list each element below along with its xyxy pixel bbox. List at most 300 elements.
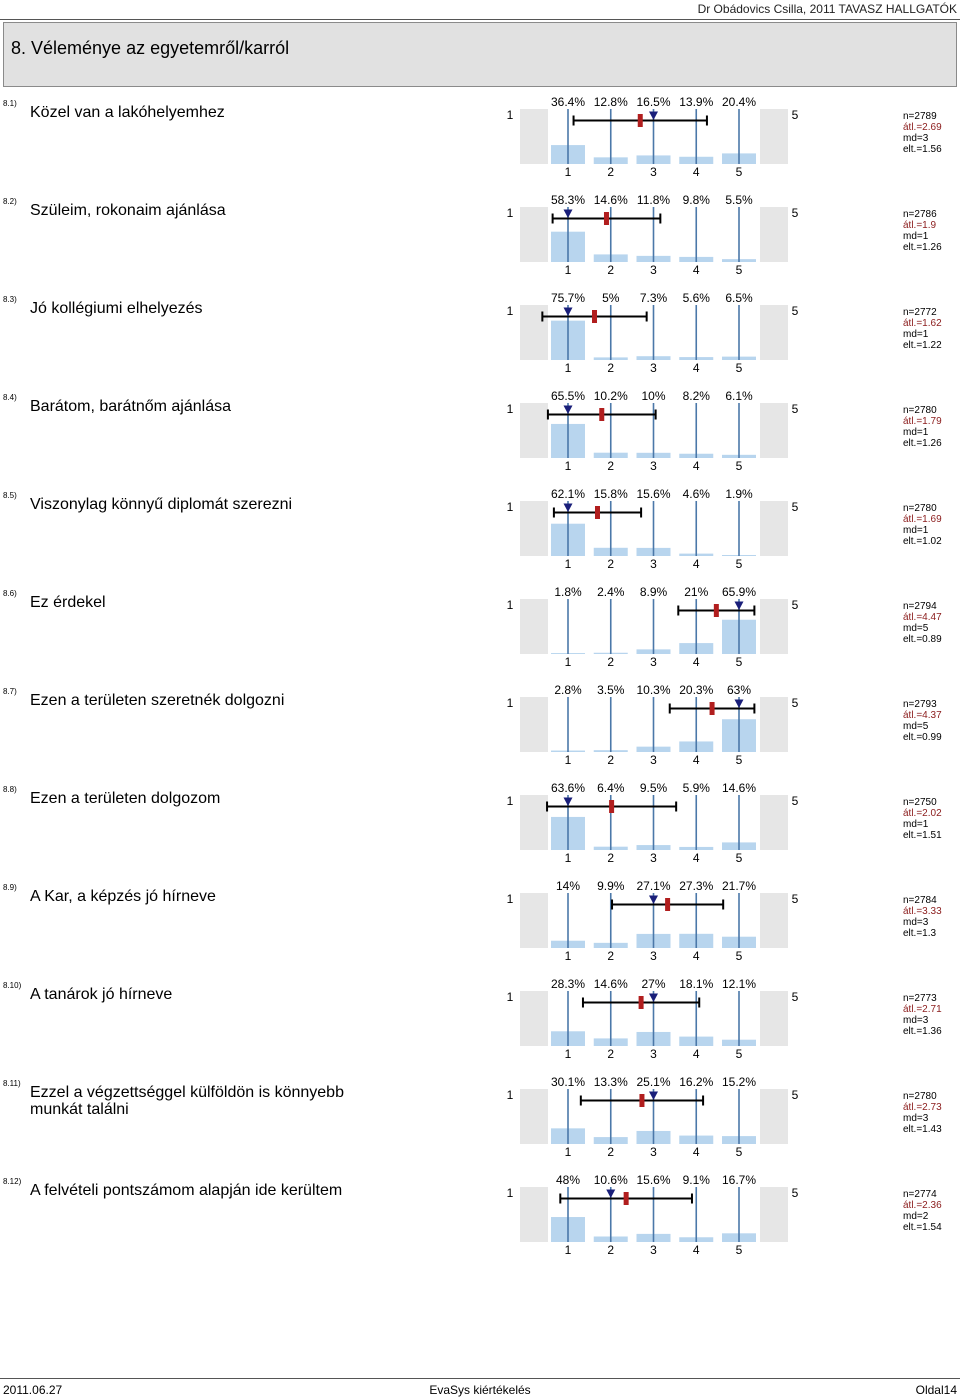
- axis-tick-label: 2: [607, 361, 615, 375]
- question-text: A Kar, a képzés jó hírneve: [30, 888, 216, 905]
- mean-marker: [595, 506, 600, 519]
- scale-min-label: 1: [506, 696, 514, 710]
- scale-max-label: 5: [791, 500, 799, 514]
- scale-min-label: 1: [506, 206, 514, 220]
- percentage-label: 7.3%: [639, 291, 668, 305]
- mean-value: átl.=1.62: [903, 318, 942, 329]
- sample-size: n=2750: [903, 797, 937, 808]
- footer-divider: [0, 1378, 960, 1379]
- report-header: Dr Obádovics Csilla, 2011 TAVASZ HALLGATÓK: [697, 2, 957, 16]
- scale-max-label: 5: [791, 696, 799, 710]
- median-value: md=1: [903, 427, 929, 438]
- mean-value: átl.=4.37: [903, 710, 942, 721]
- percentage-label: 14.6%: [593, 977, 628, 991]
- std-dev-value: elt.=1.26: [903, 438, 942, 449]
- scale-max-label: 5: [791, 304, 799, 318]
- axis-tick-label: 2: [607, 1047, 615, 1061]
- chart-right-strip: [760, 1187, 788, 1242]
- distribution-chart: [520, 1089, 788, 1144]
- axis-tick-label: 1: [564, 1047, 572, 1061]
- question-number: 8.7): [3, 687, 17, 696]
- std-dev-value: elt.=1.02: [903, 536, 942, 547]
- percentage-label: 10.6%: [593, 1173, 628, 1187]
- median-marker: [649, 1092, 658, 1101]
- question-text: Ezzel a végzettséggel külföldön is könnyebb munkát találni: [30, 1084, 344, 1118]
- sample-size: n=2773: [903, 993, 937, 1004]
- std-dev-value: elt.=1.43: [903, 1124, 942, 1135]
- mean-value: átl.=1.9: [903, 220, 937, 231]
- axis-tick-label: 4: [692, 655, 700, 669]
- question-text: A tanárok jó hírneve: [30, 986, 173, 1003]
- chart-left-strip: [520, 1089, 548, 1144]
- percentage-label: 18.1%: [679, 977, 714, 991]
- percentage-label: 16.7%: [721, 1173, 757, 1187]
- percentage-label: 65.5%: [550, 389, 586, 403]
- percentage-label: 15.6%: [636, 1173, 671, 1187]
- median-marker: [735, 700, 744, 709]
- scale-min-label: 1: [506, 304, 514, 318]
- mean-marker: [599, 408, 604, 421]
- axis-tick-label: 3: [650, 1145, 657, 1159]
- mean-marker: [714, 604, 719, 617]
- median-value: md=3: [903, 917, 929, 928]
- median-marker: [564, 210, 573, 219]
- std-dev-value: elt.=0.89: [903, 634, 942, 645]
- percentage-label: 48%: [555, 1173, 581, 1187]
- percentage-label: 62.1%: [550, 487, 586, 501]
- statistics-block: [903, 895, 942, 939]
- median-marker: [564, 798, 573, 807]
- median-marker: [649, 994, 658, 1003]
- chart-right-strip: [760, 501, 788, 556]
- std-dev-value: elt.=1.36: [903, 1026, 942, 1037]
- percentage-label: 25.1%: [636, 1075, 671, 1089]
- question-number: 8.1): [3, 99, 17, 108]
- mean-marker: [638, 114, 643, 127]
- chart-right-strip: [760, 991, 788, 1046]
- axis-tick-label: 3: [650, 459, 657, 473]
- percentage-label: 12.1%: [721, 977, 757, 991]
- axis-tick-label: 3: [650, 851, 657, 865]
- percentage-label: 21.7%: [721, 879, 757, 893]
- axis-tick-label: 5: [735, 851, 743, 865]
- statistics-block: [903, 699, 942, 743]
- axis-tick-label: 2: [607, 851, 615, 865]
- axis-tick-label: 4: [692, 949, 700, 963]
- std-dev-value: elt.=1.56: [903, 144, 942, 155]
- percentage-label: 20.4%: [721, 95, 757, 109]
- axis-tick-label: 5: [735, 1145, 743, 1159]
- statistics-block: [903, 601, 942, 645]
- percentage-label: 10.2%: [593, 389, 628, 403]
- percentage-label: 21%: [684, 585, 709, 599]
- std-dev-value: elt.=1.22: [903, 340, 942, 351]
- question-text: Közel van a lakóhelyemhez: [30, 104, 225, 121]
- statistics-block: [903, 1189, 942, 1233]
- chart-left-strip: [520, 403, 548, 458]
- axis-tick-label: 4: [692, 459, 700, 473]
- question-number: 8.9): [3, 883, 17, 892]
- axis-tick-label: 2: [607, 1145, 615, 1159]
- axis-tick-label: 5: [735, 263, 743, 277]
- question-row: [0, 776, 960, 874]
- question-row: [0, 384, 960, 482]
- std-dev-value: elt.=1.26: [903, 242, 942, 253]
- percentage-label: 65.9%: [721, 585, 757, 599]
- distribution-chart: [520, 109, 788, 164]
- sample-size: n=2793: [903, 699, 937, 710]
- percentage-label: 5%: [602, 291, 620, 305]
- chart-right-strip: [760, 207, 788, 262]
- axis-tick-label: 2: [607, 753, 615, 767]
- axis-tick-label: 3: [650, 949, 657, 963]
- percentage-label: 6.5%: [725, 291, 753, 305]
- question-row: [0, 188, 960, 286]
- percentage-label: 10.3%: [636, 683, 671, 697]
- percentage-label: 12.8%: [593, 95, 628, 109]
- percentage-label: 14.6%: [721, 781, 757, 795]
- axis-tick-label: 1: [564, 1145, 572, 1159]
- sample-size: n=2780: [903, 503, 937, 514]
- percentage-label: 27.1%: [636, 879, 671, 893]
- question-text: A felvételi pontszámom alapján ide kerültem: [30, 1182, 343, 1199]
- percentage-label: 11.8%: [636, 193, 671, 207]
- axis-tick-label: 4: [692, 1047, 700, 1061]
- scale-max-label: 5: [791, 402, 799, 416]
- distribution-chart: [520, 403, 788, 458]
- chart-left-strip: [520, 305, 548, 360]
- sample-size: n=2772: [903, 307, 937, 318]
- median-value: md=1: [903, 329, 929, 340]
- median-value: md=3: [903, 1113, 929, 1124]
- footer-page-number: Oldal14: [915, 1383, 957, 1397]
- percentage-label: 75.7%: [550, 291, 586, 305]
- median-value: md=3: [903, 1015, 929, 1026]
- question-number: 8.6): [3, 589, 17, 598]
- percentage-label: 14%: [555, 879, 581, 893]
- chart-left-strip: [520, 599, 548, 654]
- median-value: md=5: [903, 721, 929, 732]
- mean-value: átl.=2.73: [903, 1102, 942, 1113]
- axis-tick-label: 5: [735, 1243, 743, 1257]
- axis-tick-label: 2: [607, 949, 615, 963]
- mean-marker: [639, 1094, 644, 1107]
- question-number: 8.10): [3, 981, 22, 990]
- scale-max-label: 5: [791, 598, 799, 612]
- axis-tick-label: 1: [564, 459, 572, 473]
- section-title: 8. Véleménye az egyetemről/karról: [11, 38, 290, 58]
- median-value: md=5: [903, 623, 929, 634]
- percentage-label: 1.9%: [725, 487, 753, 501]
- median-value: md=1: [903, 525, 929, 536]
- axis-tick-label: 4: [692, 165, 700, 179]
- percentage-label: 27%: [641, 977, 666, 991]
- percentage-label: 10%: [641, 389, 666, 403]
- axis-tick-label: 3: [650, 263, 657, 277]
- percentage-label: 16.2%: [679, 1075, 714, 1089]
- footer-date: 2011.06.27: [3, 1383, 63, 1397]
- question-text: Ez érdekel: [30, 594, 106, 611]
- mean-marker: [665, 898, 670, 911]
- chart-right-strip: [760, 305, 788, 360]
- axis-tick-label: 3: [650, 1243, 657, 1257]
- axis-tick-label: 3: [650, 165, 657, 179]
- chart-left-strip: [520, 991, 548, 1046]
- chart-right-strip: [760, 1089, 788, 1144]
- statistics-block: [903, 797, 942, 841]
- percentage-label: 4.6%: [682, 487, 710, 501]
- std-dev-value: elt.=1.54: [903, 1222, 942, 1233]
- sample-size: n=2780: [903, 1091, 937, 1102]
- percentage-label: 16.5%: [636, 95, 671, 109]
- statistics-block: [903, 405, 942, 449]
- distribution-chart: [520, 599, 788, 654]
- percentage-label: 8.9%: [639, 585, 668, 599]
- percentage-label: 1.8%: [554, 585, 582, 599]
- scale-min-label: 1: [506, 892, 514, 906]
- median-value: md=1: [903, 231, 929, 242]
- question-number: 8.4): [3, 393, 17, 402]
- axis-tick-label: 3: [650, 361, 657, 375]
- axis-tick-label: 1: [564, 851, 572, 865]
- mean-value: átl.=2.69: [903, 122, 942, 133]
- std-dev-value: elt.=0.99: [903, 732, 942, 743]
- mean-value: átl.=2.02: [903, 808, 942, 819]
- axis-tick-label: 5: [735, 459, 743, 473]
- question-row: [0, 678, 960, 776]
- median-marker: [735, 602, 744, 611]
- median-marker: [649, 896, 658, 905]
- question-number: 8.8): [3, 785, 17, 794]
- mean-marker: [604, 212, 609, 225]
- chart-left-strip: [520, 795, 548, 850]
- axis-tick-label: 3: [650, 753, 657, 767]
- question-number: 8.11): [3, 1079, 21, 1088]
- question-number: 8.12): [3, 1177, 22, 1186]
- percentage-label: 5.6%: [682, 291, 710, 305]
- axis-tick-label: 1: [564, 753, 572, 767]
- axis-tick-label: 2: [607, 557, 615, 571]
- scale-min-label: 1: [506, 990, 514, 1004]
- distribution-chart: [520, 501, 788, 556]
- axis-tick-label: 1: [564, 1243, 572, 1257]
- mean-value: átl.=1.69: [903, 514, 942, 525]
- question-row: [0, 580, 960, 678]
- std-dev-value: elt.=1.3: [903, 928, 937, 939]
- chart-right-strip: [760, 697, 788, 752]
- distribution-chart: [520, 207, 788, 262]
- axis-tick-label: 1: [564, 263, 572, 277]
- question-row: [0, 482, 960, 580]
- axis-tick-label: 3: [650, 557, 657, 571]
- percentage-label: 5.5%: [725, 193, 753, 207]
- percentage-label: 15.6%: [636, 487, 671, 501]
- chart-right-strip: [760, 403, 788, 458]
- percentage-label: 30.1%: [550, 1075, 586, 1089]
- axis-tick-label: 1: [564, 361, 572, 375]
- axis-tick-label: 4: [692, 1145, 700, 1159]
- statistics-block: [903, 993, 942, 1037]
- chart-left-strip: [520, 1187, 548, 1242]
- axis-tick-label: 2: [607, 165, 615, 179]
- chart-left-strip: [520, 109, 548, 164]
- scale-min-label: 1: [506, 402, 514, 416]
- scale-min-label: 1: [506, 598, 514, 612]
- distribution-chart: [520, 991, 788, 1046]
- percentage-label: 13.9%: [679, 95, 714, 109]
- percentage-label: 28.3%: [550, 977, 586, 991]
- std-dev-value: elt.=1.51: [903, 830, 942, 841]
- axis-tick-label: 2: [607, 459, 615, 473]
- axis-tick-label: 5: [735, 165, 743, 179]
- question-text: Barátom, barátnőm ajánlása: [30, 398, 231, 415]
- scale-max-label: 5: [791, 892, 799, 906]
- scale-max-label: 5: [791, 206, 799, 220]
- statistics-block: [903, 503, 942, 547]
- percentage-label: 13.3%: [593, 1075, 628, 1089]
- mean-marker: [592, 310, 597, 323]
- question-number: 8.5): [3, 491, 17, 500]
- percentage-label: 2.4%: [597, 585, 625, 599]
- footer-generator: EvaSys kiértékelés: [429, 1383, 531, 1397]
- axis-tick-label: 5: [735, 361, 743, 375]
- sample-size: n=2774: [903, 1189, 937, 1200]
- sample-size: n=2794: [903, 601, 937, 612]
- axis-tick-label: 4: [692, 851, 700, 865]
- percentage-label: 9.9%: [597, 879, 625, 893]
- question-row: [0, 1070, 960, 1168]
- question-row: [0, 286, 960, 384]
- question-row: [0, 972, 960, 1070]
- distribution-chart: [520, 795, 788, 850]
- median-marker: [649, 112, 658, 121]
- chart-right-strip: [760, 109, 788, 164]
- distribution-chart: [520, 1187, 788, 1242]
- percentage-label: 3.5%: [597, 683, 625, 697]
- sample-size: n=2780: [903, 405, 937, 416]
- axis-tick-label: 3: [650, 655, 657, 669]
- sample-size: n=2784: [903, 895, 937, 906]
- question-row: [0, 90, 960, 188]
- question-text: Viszonylag könnyű diplomát szerezni: [30, 496, 293, 513]
- chart-right-strip: [760, 795, 788, 850]
- sample-size: n=2786: [903, 209, 937, 220]
- sample-size: n=2789: [903, 111, 937, 122]
- statistics-block: [903, 307, 942, 351]
- question-row: [0, 874, 960, 972]
- scale-max-label: 5: [791, 1088, 799, 1102]
- scale-max-label: 5: [791, 1186, 799, 1200]
- mean-value: átl.=2.71: [903, 1004, 942, 1015]
- chart-right-strip: [760, 599, 788, 654]
- percentage-label: 63.6%: [550, 781, 586, 795]
- axis-tick-label: 4: [692, 1243, 700, 1257]
- percentage-label: 58.3%: [550, 193, 586, 207]
- percentage-label: 27.3%: [679, 879, 714, 893]
- chart-left-strip: [520, 207, 548, 262]
- axis-tick-label: 2: [607, 655, 615, 669]
- percentage-label: 9.5%: [639, 781, 668, 795]
- question-row: [0, 1168, 960, 1266]
- scale-max-label: 5: [791, 794, 799, 808]
- question-text: Ezen a területen dolgozom: [30, 790, 221, 807]
- scale-min-label: 1: [506, 500, 514, 514]
- percentage-label: 6.1%: [725, 389, 753, 403]
- axis-tick-label: 5: [735, 655, 743, 669]
- axis-tick-label: 1: [564, 949, 572, 963]
- mean-marker: [639, 996, 644, 1009]
- percentage-label: 14.6%: [593, 193, 628, 207]
- question-number: 8.2): [3, 197, 17, 206]
- mean-value: átl.=2.36: [903, 1200, 942, 1211]
- scale-max-label: 5: [791, 990, 799, 1004]
- axis-tick-label: 5: [735, 753, 743, 767]
- axis-tick-label: 4: [692, 361, 700, 375]
- statistics-block: [903, 1091, 942, 1135]
- percentage-label: 8.2%: [682, 389, 710, 403]
- statistics-block: [903, 209, 942, 253]
- axis-tick-label: 5: [735, 949, 743, 963]
- percentage-label: 9.8%: [682, 193, 710, 207]
- percentage-label: 15.2%: [721, 1075, 757, 1089]
- axis-tick-label: 4: [692, 557, 700, 571]
- median-marker: [606, 1190, 615, 1199]
- scale-min-label: 1: [506, 1186, 514, 1200]
- median-marker: [564, 308, 573, 317]
- scale-min-label: 1: [506, 1088, 514, 1102]
- percentage-label: 36.4%: [550, 95, 586, 109]
- chart-left-strip: [520, 893, 548, 948]
- axis-tick-label: 1: [564, 655, 572, 669]
- mean-marker: [624, 1192, 629, 1205]
- percentage-label: 9.1%: [682, 1173, 710, 1187]
- question-number: 8.3): [3, 295, 17, 304]
- percentage-label: 63%: [726, 683, 752, 697]
- axis-tick-label: 4: [692, 263, 700, 277]
- scale-max-label: 5: [791, 108, 799, 122]
- median-marker: [564, 504, 573, 513]
- axis-tick-label: 1: [564, 557, 572, 571]
- axis-tick-label: 2: [607, 1243, 615, 1257]
- question-text: Jó kollégiumi elhelyezés: [30, 300, 203, 317]
- mean-value: átl.=1.79: [903, 416, 942, 427]
- chart-left-strip: [520, 501, 548, 556]
- axis-tick-label: 5: [735, 1047, 743, 1061]
- axis-tick-label: 3: [650, 1047, 657, 1061]
- scale-min-label: 1: [506, 108, 514, 122]
- distribution-chart: [520, 305, 788, 360]
- median-value: md=3: [903, 133, 929, 144]
- scale-min-label: 1: [506, 794, 514, 808]
- question-text: Ezen a területen szeretnék dolgozni: [30, 692, 285, 709]
- axis-tick-label: 2: [607, 263, 615, 277]
- chart-right-strip: [760, 893, 788, 948]
- axis-tick-label: 1: [564, 165, 572, 179]
- chart-left-strip: [520, 697, 548, 752]
- percentage-label: 6.4%: [597, 781, 625, 795]
- median-value: md=1: [903, 819, 929, 830]
- median-value: md=2: [903, 1211, 929, 1222]
- percentage-label: 5.9%: [682, 781, 710, 795]
- median-marker: [564, 406, 573, 415]
- axis-tick-label: 5: [735, 557, 743, 571]
- axis-tick-label: 4: [692, 753, 700, 767]
- mean-marker: [710, 702, 715, 715]
- mean-value: átl.=4.47: [903, 612, 942, 623]
- statistics-block: [903, 111, 942, 155]
- mean-marker: [609, 800, 614, 813]
- percentage-label: 20.3%: [679, 683, 714, 697]
